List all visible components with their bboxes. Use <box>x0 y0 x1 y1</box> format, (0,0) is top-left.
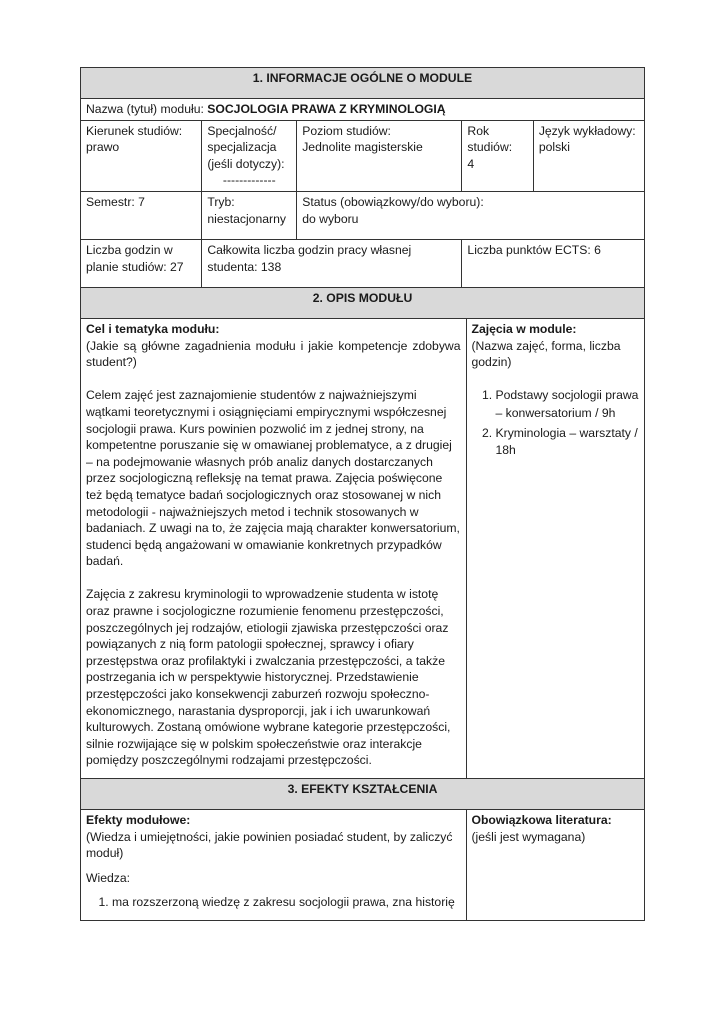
module-card <box>80 67 645 921</box>
tryb-value: niestacjonarny <box>207 211 286 226</box>
poziom-label: Poziom studiów: <box>302 123 391 138</box>
kierunek-cell <box>81 120 202 191</box>
section1-header: 1. INFORMACJE OGÓLNE O MODULE <box>81 68 645 99</box>
literatura-subtitle: (jeśli jest wymagana) <box>471 829 586 844</box>
efekty-left-cell <box>81 810 466 920</box>
efekty-subtable <box>81 810 645 920</box>
poziom-cell <box>297 120 462 191</box>
rok-value: 4 <box>467 156 475 171</box>
specjalnosc-value: ------------- <box>222 173 276 188</box>
section2-header: 2. OPIS MODUŁU <box>81 287 645 318</box>
opis-title: Cel i tematyka modułu: <box>86 321 220 336</box>
zajecia-item: 1. Podstawy socjologii prawa – konwersatorium / 9h <box>496 387 642 422</box>
module-name-label: Nazwa (tytuł) modułu: <box>86 102 208 116</box>
zajecia-cell <box>466 319 645 778</box>
section3-header: 3. EFEKTY KSZTAŁCENIA <box>81 778 645 809</box>
semestr-cell: Semestr: 7 <box>81 191 202 239</box>
opis-row <box>81 318 645 778</box>
zajecia-title: Zajęcia w module: <box>471 321 577 336</box>
rok-label-2: studiów: <box>467 140 513 155</box>
opis-left-cell <box>81 319 466 778</box>
status-value: do wyboru <box>302 211 359 226</box>
opis-subtable <box>81 319 645 778</box>
opis-subtitle: (Jakie są główne zagadnienia modułu i jakie kompetencje zdobywa student?) <box>86 338 461 370</box>
specjalnosc-cell <box>202 120 297 191</box>
kierunek-label: Kierunek studiów: <box>86 123 183 138</box>
jezyk-label: Język wykładowy: <box>538 123 636 138</box>
praca-value: studenta: 138 <box>207 259 282 274</box>
tryb-label: Tryb: <box>207 194 235 209</box>
zajecia-list <box>472 387 642 459</box>
efekty-subtitle: (Wiedza i umiejętności, jakie powinien posiadać student, by zaliczyć moduł) <box>86 829 453 861</box>
efekty-title: Efekty modułowe: <box>86 812 191 827</box>
opis-paragraph-2: Zajęcia z zakresu kryminologii to wprowadzenie studenta w istotę oraz prawne i socjologiczne rozumienie fenomenu przestępczości, poszczególnych jej rodzajów, etiologii zjawiska przestępczości oraz powiązanych z nią form patologii społecznej, sprawcy i ofiary przestępstwa oraz profilaktyki i zwalczania przestępczości, a także postrzegania ich w perspektywie historycznej. Przedstawienie przestępczości jako konsekwencji zaburzeń rozwoju społeczno-ekonomicznego, narastania dysproporcji, jak i ich uwarunkowań kulturowych. Zostaną omówione wybrane kategorie przestępczości, silnie rozwijające się w polskim społeczeństwie oraz interakcje pomiędzy poszczególnymi rodzajami przestępczości. <box>86 587 451 768</box>
module-table <box>80 67 645 921</box>
zajecia-item: 2. Kryminologia – warsztaty / 18h <box>496 425 642 460</box>
tryb-cell <box>202 191 297 239</box>
status-cell <box>297 191 645 239</box>
rok-label-1: Rok <box>467 123 490 138</box>
efekty-item: 1. ma rozszerzoną wiedzę z zakresu socjologii prawa, zna historię <box>112 894 461 911</box>
opis-paragraph-1: Celem zajęć jest zaznajomienie studentów z najważniejszymi wątkami teoretycznymi i osiągnięciami empirycznymi współczesnej socjologii prawa. Kurs powinien pozwolić im z jednej strony, na kompetentne poruszanie się w omawianej problematyce, a z drugiej – na podejmowanie własnych prób analiz danych dostarczanych przez socjologiczną refleksję na temat prawa. Zajęcia poświęcone też będą tematyce badań socjologicznych oraz stosowanej w nich metodologii - najważniejszych metod i technik stosowanych w badaniach. Z uwagi na to, że zajęcia mają charakter konwersatorium, studenci będą angażowani w omawianie konkretnych przypadków badań. <box>86 388 460 569</box>
efekty-row <box>81 809 645 920</box>
specjalnosc-label-1: Specjalność/ <box>207 123 277 138</box>
module-name-row <box>81 99 645 121</box>
ects-cell: Liczba punktów ECTS: 6 <box>462 239 645 287</box>
kierunek-value: prawo <box>86 140 120 155</box>
status-label: Status (obowiązkowy/do wyboru): <box>302 194 484 209</box>
praca-label: Całkowita liczba godzin pracy własnej <box>207 242 412 257</box>
efekty-list <box>86 894 461 911</box>
zajecia-subtitle: (Nazwa zajęć, forma, liczba godzin) <box>471 338 621 370</box>
module-name-value: SOCJOLOGIA PRAWA Z KRYMINOLOGIĄ <box>207 102 446 116</box>
literatura-cell <box>466 810 645 920</box>
godziny-value: planie studiów: 27 <box>86 259 184 274</box>
godziny-label: Liczba godzin w <box>86 242 173 257</box>
specjalnosc-label-2: specjalizacja <box>207 140 277 155</box>
poziom-value: Jednolite magisterskie <box>302 140 423 155</box>
praca-cell <box>202 239 462 287</box>
jezyk-cell <box>533 120 644 191</box>
rok-cell <box>462 120 533 191</box>
jezyk-value: polski <box>538 140 570 155</box>
literatura-title: Obowiązkowa literatura: <box>471 812 612 827</box>
godziny-cell <box>81 239 202 287</box>
wiedza-label: Wiedza: <box>86 870 131 885</box>
specjalnosc-label-3: (jeśli dotyczy): <box>207 156 285 171</box>
